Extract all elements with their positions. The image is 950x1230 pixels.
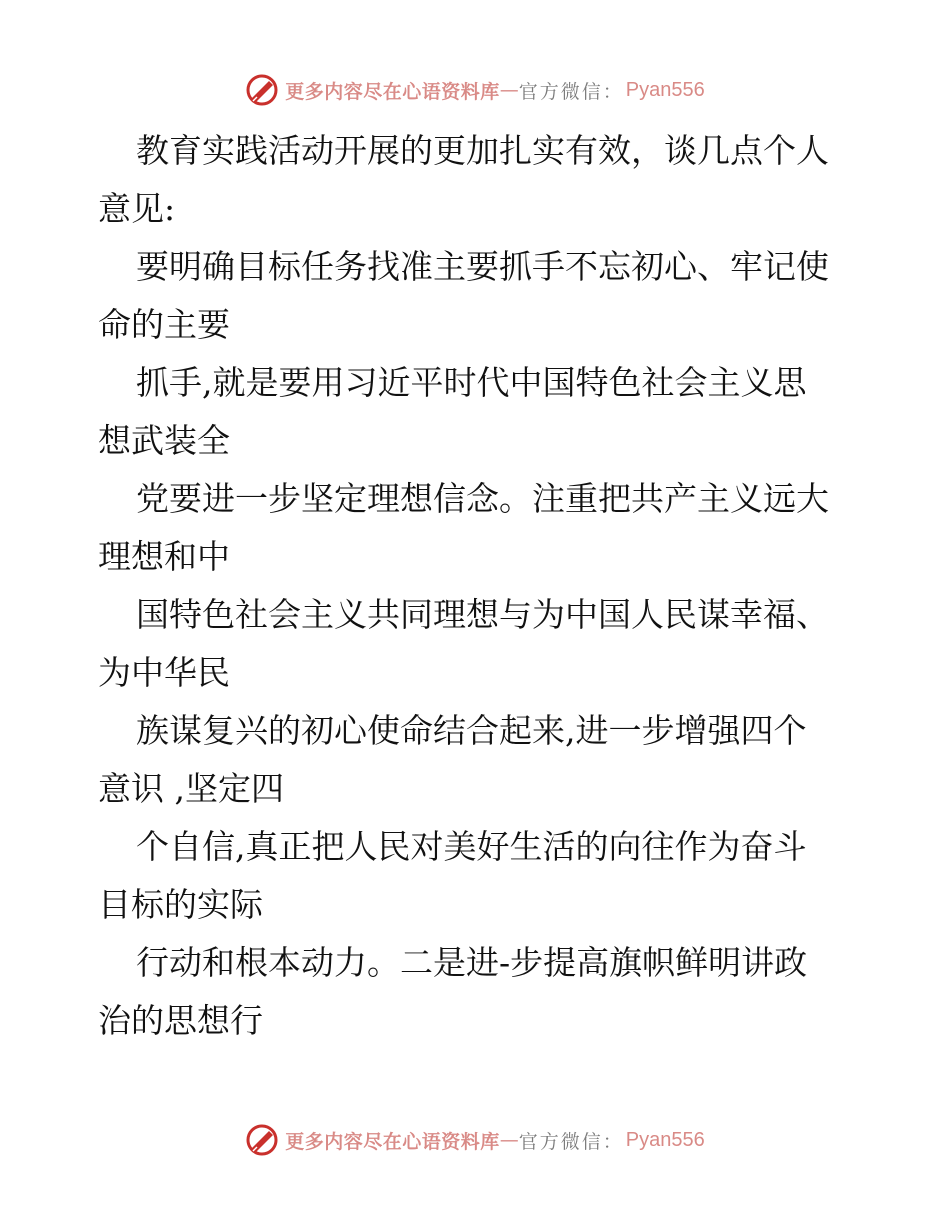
- footer-site-text: 更多内容尽在心语资料库: [285, 1130, 500, 1153]
- text-line-14: 目标的实际: [98, 885, 263, 924]
- text-line-1: 教育实践活动开展的更加扎实有效，谈几点个人: [136, 131, 829, 170]
- document-body: [98, 122, 858, 1050]
- text-line-5: 抓手,就是要用习近平时代中国特色社会主义思: [136, 363, 807, 402]
- text-line-16: 治的思想行: [98, 1001, 263, 1040]
- text-line-4: 命的主要: [98, 305, 230, 344]
- text-line-3: 要明确目标任务找准主要抓手不忘初心、牢记使: [136, 247, 829, 286]
- footer-wechat-id: Pyan556: [625, 1128, 705, 1151]
- header-wechat-id: Pyan556: [625, 78, 705, 101]
- text-line-12: 意识 ,坚定四: [98, 769, 284, 808]
- text-line-8: 理想和中: [98, 537, 230, 576]
- header-wechat-label: 官方微信：: [518, 80, 624, 103]
- text-line-9: 国特色社会主义共同理想与为中国人民谋幸福、: [136, 595, 829, 634]
- header-site-text: 更多内容尽在心语资料库: [285, 80, 500, 103]
- text-line-2: 意见:: [98, 189, 176, 228]
- header-banner: [0, 70, 950, 110]
- footer-wechat-label: 官方微信：: [518, 1130, 624, 1153]
- text-line-6: 想武装全: [98, 421, 230, 460]
- text-line-10: 为中华民: [98, 653, 230, 692]
- text-line-13: 个自信,真正把人民对美好生活的向往作为奋斗: [136, 827, 807, 866]
- pen-logo-icon: [245, 73, 279, 107]
- footer-banner: [0, 1120, 950, 1160]
- text-line-15: 行动和根本动力。二是进-步提高旗帜鲜明讲政: [136, 943, 808, 982]
- pen-logo-icon: [245, 1123, 279, 1157]
- header-dash: —: [499, 79, 519, 101]
- footer-dash: —: [499, 1129, 519, 1151]
- text-line-11: 族谋复兴的初心使命结合起来,进一步增强四个: [136, 711, 807, 750]
- text-line-7: 党要进一步坚定理想信念。注重把共产主义远大: [136, 479, 829, 518]
